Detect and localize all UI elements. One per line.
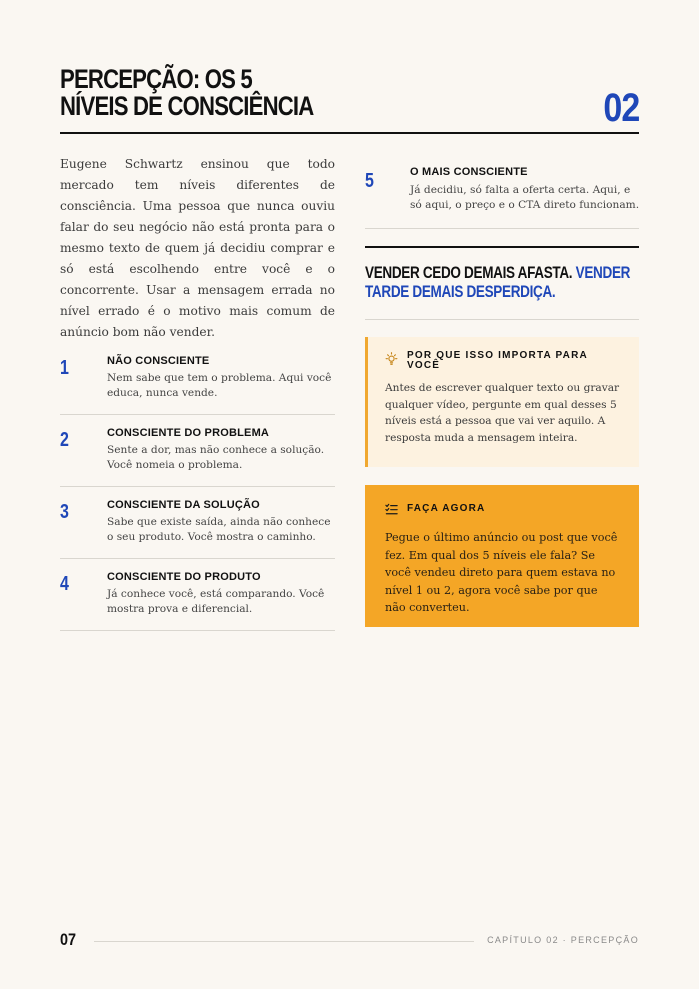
callout-text: Pegue o último anúncio ou post que você fez. Em qual dos 5 níveis ele fala? Se você vendeu direto para quem estava no nível 1 ou 2, agora você sabe por que não converteu. bbox=[385, 531, 618, 615]
slogan-heading bbox=[365, 264, 636, 302]
level-item bbox=[60, 415, 335, 487]
callout-header bbox=[385, 502, 619, 516]
page-title-line-1: PERCEPÇÃO: OS 5 bbox=[60, 64, 252, 94]
footer-chapter-label: CAPÍTULO 02 · PERCEPÇÃO bbox=[487, 935, 639, 945]
level-title: CONSCIENTE DO PROBLEMA bbox=[107, 427, 270, 439]
level-item bbox=[60, 559, 335, 631]
intro-paragraph: Eugene Schwartz ensinou que todo mercado tem níveis diferentes de consciência. Uma pessoa que nunca ouviu falar do seu negócio não está pronta para o mesmo texto de quem já decidiu comprar e só está escolhendo entre você e o concorrente. Usar a mensagem errada no nível errado é o motivo mais comum de anúncio bom não vender. bbox=[60, 157, 335, 339]
do-it-now-callout bbox=[365, 485, 639, 627]
level-title: CONSCIENTE DA SOLUÇÃO bbox=[107, 499, 260, 511]
page-number: 07 bbox=[60, 930, 77, 949]
callout-header bbox=[385, 351, 623, 371]
level-description: Já decidiu, só falta a oferta certa. Aqui, e só aqui, o preço e o CTA direto funcionam. bbox=[410, 184, 640, 211]
page bbox=[60, 0, 639, 989]
level-item bbox=[60, 343, 335, 415]
page-title bbox=[60, 66, 313, 120]
level-number: 4 bbox=[60, 573, 69, 595]
level-description: Já conhece você, está comparando. Você mostra prova e diferencial. bbox=[107, 588, 325, 615]
callout-text: Antes de escrever qualquer texto ou gravar qualquer vídeo, pergunte em qual desses 5 níveis está a pessoa que vai ver aquilo. A resposta muda a mensagem inteira. bbox=[385, 382, 620, 444]
why-it-matters-callout bbox=[365, 337, 639, 467]
chapter-number: 02 bbox=[602, 86, 639, 130]
level-item bbox=[60, 487, 335, 559]
level-number: 5 bbox=[365, 170, 374, 192]
level-title: CONSCIENTE DO PRODUTO bbox=[107, 571, 261, 583]
lightbulb-icon bbox=[385, 352, 398, 365]
page-header bbox=[60, 66, 639, 134]
level-number: 1 bbox=[60, 357, 69, 379]
level-number: 3 bbox=[60, 501, 69, 523]
level-description: Sente a dor, mas não conhece a solução. Você nomeia o problema. bbox=[107, 444, 325, 471]
slogan-part-2: VENDER TARDE DEMAIS DESPERDIÇA. bbox=[365, 264, 631, 301]
right-column bbox=[365, 154, 640, 615]
level-item bbox=[365, 154, 639, 229]
callout-title: FAÇA AGORA bbox=[407, 503, 486, 514]
slogan-part-1: VENDER CEDO DEMAIS AFASTA. bbox=[365, 264, 573, 282]
checklist-icon bbox=[385, 503, 398, 516]
page-title-line-2: NÍVEIS DE CONSCIÊNCIA bbox=[60, 91, 314, 121]
footer-divider bbox=[94, 941, 474, 942]
section-divider bbox=[365, 319, 639, 320]
level-number: 2 bbox=[60, 429, 69, 451]
section-divider bbox=[365, 246, 639, 248]
level-title: NÃO CONSCIENTE bbox=[107, 355, 210, 367]
level-description: Sabe que existe saída, ainda não conhece o seu produto. Você mostra o caminho. bbox=[107, 516, 331, 543]
level-title: O MAIS CONSCIENTE bbox=[410, 166, 528, 178]
callout-title: POR QUE ISSO IMPORTA PARA VOCÊ bbox=[407, 350, 588, 371]
level-description: Nem sabe que tem o problema. Aqui você educa, nunca vende. bbox=[107, 372, 332, 399]
awareness-levels-list bbox=[60, 343, 335, 631]
